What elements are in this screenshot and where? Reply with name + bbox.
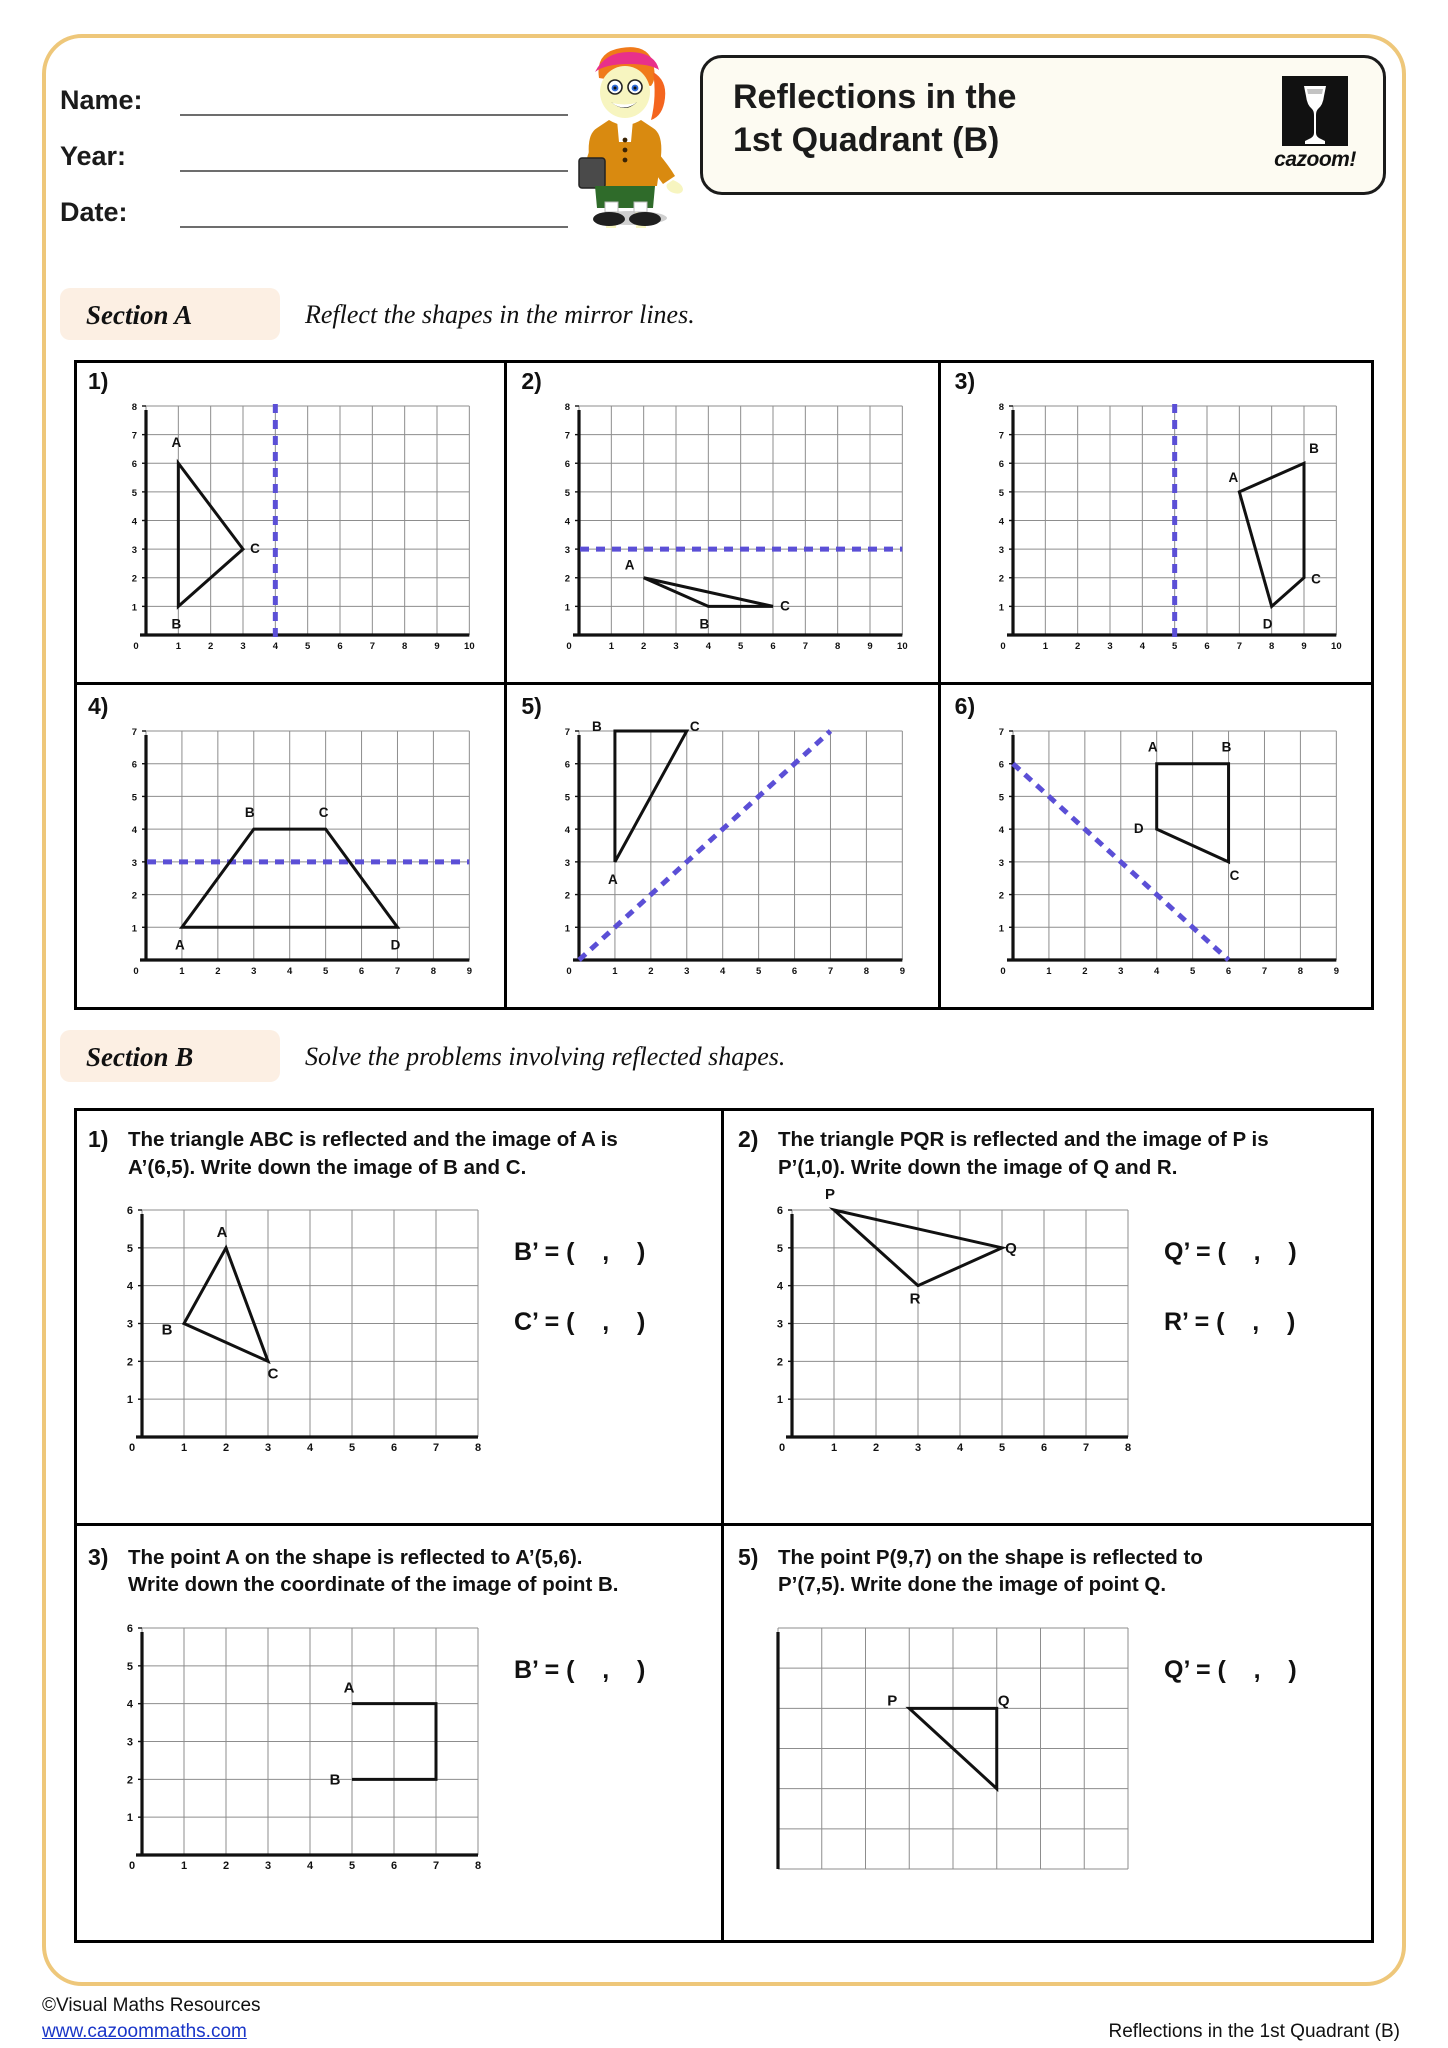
svg-text:4: 4 xyxy=(306,1442,314,1454)
svg-text:6: 6 xyxy=(1040,1442,1048,1454)
svg-text:10: 10 xyxy=(464,640,475,652)
title-line-1: Reflections in the xyxy=(733,78,1017,116)
name-input-line[interactable] xyxy=(180,84,568,116)
question-text-line-1: The point A on the shape is reflected to A’(5,6). xyxy=(128,1545,583,1569)
svg-text:B: B xyxy=(171,616,182,632)
svg-text:3: 3 xyxy=(998,857,1004,869)
question-text-line-1: The triangle ABC is reflected and the image of A is xyxy=(128,1128,618,1151)
svg-text:3: 3 xyxy=(126,1736,133,1748)
section-a-banner xyxy=(60,288,960,340)
svg-text:C: C xyxy=(690,719,700,735)
section-b-instruction: Solve the problems involving reflected shapes. xyxy=(305,1042,786,1071)
svg-text:8: 8 xyxy=(1297,965,1303,977)
svg-text:8: 8 xyxy=(474,1442,482,1454)
svg-text:1: 1 xyxy=(131,602,137,614)
svg-text:A: A xyxy=(343,1679,355,1697)
answer-blank[interactable]: Q’ = ( , ) xyxy=(1164,1655,1297,1684)
svg-text:6: 6 xyxy=(390,1442,398,1454)
svg-text:1: 1 xyxy=(998,923,1004,935)
svg-text:3: 3 xyxy=(998,545,1004,557)
footer-website-link[interactable]: www.cazoommaths.com xyxy=(42,2021,247,2042)
date-input-line[interactable] xyxy=(180,196,568,228)
svg-text:6: 6 xyxy=(998,459,1004,471)
svg-text:7: 7 xyxy=(1261,965,1267,977)
svg-text:3: 3 xyxy=(131,857,137,869)
svg-text:1: 1 xyxy=(1045,965,1052,977)
question-number: 5) xyxy=(738,1543,759,1570)
coordinate-grid[interactable] xyxy=(758,1618,1138,1883)
answer-blank[interactable]: B’ = ( , ) xyxy=(514,1238,646,1266)
svg-text:4: 4 xyxy=(126,1280,133,1293)
cazoom-logo xyxy=(1269,76,1361,181)
svg-text:6: 6 xyxy=(390,1859,398,1872)
svg-text:A: A xyxy=(625,557,635,573)
question-number: 1) xyxy=(88,1126,109,1152)
svg-text:3: 3 xyxy=(684,965,690,977)
svg-text:1: 1 xyxy=(126,1394,133,1407)
svg-text:5: 5 xyxy=(305,640,311,652)
svg-text:8: 8 xyxy=(864,965,870,977)
svg-text:3: 3 xyxy=(240,640,246,652)
coordinate-grid[interactable] xyxy=(116,721,479,986)
svg-text:6: 6 xyxy=(1204,640,1210,652)
svg-text:2: 2 xyxy=(998,573,1004,585)
svg-text:2: 2 xyxy=(776,1356,783,1369)
svg-text:3: 3 xyxy=(264,1442,272,1454)
svg-text:C: C xyxy=(780,598,791,614)
svg-text:8: 8 xyxy=(402,640,408,652)
svg-text:3: 3 xyxy=(126,1318,133,1331)
svg-text:3: 3 xyxy=(673,640,679,652)
svg-text:8: 8 xyxy=(565,402,571,414)
svg-text:6: 6 xyxy=(1225,965,1231,977)
svg-text:3: 3 xyxy=(131,545,137,557)
svg-text:7: 7 xyxy=(394,965,401,977)
svg-text:2: 2 xyxy=(565,573,571,585)
section-a-question-cell xyxy=(507,685,940,1010)
svg-text:B: B xyxy=(329,1770,341,1788)
svg-text:7: 7 xyxy=(565,727,571,739)
question-number: 2) xyxy=(738,1126,759,1152)
svg-text:A: A xyxy=(216,1223,228,1241)
svg-text:6: 6 xyxy=(131,759,137,771)
svg-text:4: 4 xyxy=(131,825,137,837)
svg-text:7: 7 xyxy=(131,727,137,739)
section-a-question-cell xyxy=(74,360,507,685)
svg-text:1: 1 xyxy=(830,1442,838,1454)
section-a-instruction: Reflect the shapes in the mirror lines. xyxy=(305,300,695,329)
coordinate-grid[interactable] xyxy=(108,1200,488,1465)
question-text xyxy=(778,1544,1368,1599)
svg-text:0: 0 xyxy=(128,1442,136,1454)
svg-text:3: 3 xyxy=(914,1442,922,1454)
svg-text:3: 3 xyxy=(565,545,571,557)
svg-text:6: 6 xyxy=(776,1205,783,1217)
svg-text:5: 5 xyxy=(348,1859,356,1872)
svg-text:2: 2 xyxy=(872,1442,880,1454)
svg-text:8: 8 xyxy=(835,640,841,652)
svg-text:B: B xyxy=(1308,441,1319,457)
question-text xyxy=(128,1544,718,1599)
svg-text:3: 3 xyxy=(264,1859,272,1872)
svg-text:4: 4 xyxy=(1153,965,1159,977)
svg-text:0: 0 xyxy=(133,965,139,977)
svg-text:0: 0 xyxy=(778,1442,786,1454)
svg-text:4: 4 xyxy=(720,965,726,977)
cazoom-logo-text: cazoom! xyxy=(1274,148,1356,171)
question-number: 4) xyxy=(88,693,109,719)
section-b-question-cell xyxy=(724,1108,1374,1526)
section-b-label: Section B xyxy=(86,1042,194,1072)
svg-text:0: 0 xyxy=(128,1859,136,1872)
section-a-question-cell xyxy=(941,685,1374,1010)
question-number: 5) xyxy=(521,693,542,719)
svg-text:B: B xyxy=(244,805,255,821)
coordinate-grid[interactable] xyxy=(116,396,479,661)
answer-blank[interactable]: B’ = ( , ) xyxy=(514,1655,646,1684)
svg-text:7: 7 xyxy=(432,1442,440,1454)
svg-text:5: 5 xyxy=(1171,640,1177,652)
svg-text:9: 9 xyxy=(867,640,873,652)
svg-text:4: 4 xyxy=(131,516,137,528)
svg-text:B: B xyxy=(1221,739,1232,755)
svg-text:A: A xyxy=(175,937,185,953)
svg-text:Q: Q xyxy=(1005,1239,1017,1257)
coordinate-grid[interactable] xyxy=(549,396,912,661)
name-field-row xyxy=(60,60,580,116)
svg-text:7: 7 xyxy=(1082,1442,1090,1454)
svg-text:1: 1 xyxy=(179,965,185,977)
svg-text:6: 6 xyxy=(337,640,343,652)
svg-text:C: C xyxy=(250,541,260,557)
svg-text:2: 2 xyxy=(998,890,1004,902)
section-a-question-cell xyxy=(941,360,1374,685)
svg-text:C: C xyxy=(318,805,329,821)
name-label: Name: xyxy=(60,85,143,115)
coordinate-grid[interactable] xyxy=(983,396,1346,661)
svg-text:1: 1 xyxy=(175,640,181,652)
svg-text:3: 3 xyxy=(1107,640,1113,652)
svg-text:2: 2 xyxy=(208,640,214,652)
svg-text:B: B xyxy=(699,616,710,632)
svg-text:A: A xyxy=(608,871,619,887)
question-number: 3) xyxy=(954,368,976,394)
svg-text:A: A xyxy=(1147,739,1158,755)
svg-text:5: 5 xyxy=(738,640,744,652)
svg-text:8: 8 xyxy=(1124,1442,1132,1454)
svg-text:9: 9 xyxy=(434,640,440,652)
svg-text:4: 4 xyxy=(565,825,571,837)
coordinate-grid[interactable] xyxy=(549,721,912,986)
svg-text:7: 7 xyxy=(828,965,834,977)
svg-text:4: 4 xyxy=(126,1698,133,1711)
svg-text:3: 3 xyxy=(565,857,571,869)
svg-text:5: 5 xyxy=(126,1242,133,1255)
svg-text:6: 6 xyxy=(565,459,571,471)
svg-text:2: 2 xyxy=(126,1356,133,1369)
svg-text:6: 6 xyxy=(565,759,571,771)
svg-text:0: 0 xyxy=(133,640,139,652)
svg-text:6: 6 xyxy=(358,965,365,977)
year-field-row xyxy=(60,116,580,172)
svg-text:9: 9 xyxy=(1301,640,1307,652)
answer-blank[interactable]: C’ = ( , ) xyxy=(514,1308,646,1336)
section-a-label: Section A xyxy=(86,300,193,330)
page-title xyxy=(733,76,1203,161)
svg-text:1: 1 xyxy=(998,602,1004,614)
question-text-line-2: P’(7,5). Write done the image of point Q. xyxy=(778,1573,1167,1597)
worksheet-title-box xyxy=(700,55,1386,195)
svg-text:1: 1 xyxy=(180,1442,188,1454)
svg-text:7: 7 xyxy=(1236,640,1242,652)
svg-text:3: 3 xyxy=(776,1318,783,1331)
footer-worksheet-name: Reflections in the 1st Quadrant (B) xyxy=(1108,2021,1400,2042)
svg-text:1: 1 xyxy=(609,640,615,652)
svg-text:5: 5 xyxy=(565,792,571,804)
svg-text:0: 0 xyxy=(566,965,572,977)
svg-text:6: 6 xyxy=(126,1205,133,1217)
svg-text:C: C xyxy=(1229,867,1240,883)
svg-text:B: B xyxy=(161,1321,173,1339)
svg-text:5: 5 xyxy=(131,487,137,499)
svg-text:8: 8 xyxy=(998,402,1004,414)
cazoom-logo-icon xyxy=(1282,76,1348,146)
answer-blank[interactable]: R’ = ( , ) xyxy=(1164,1308,1296,1336)
svg-text:7: 7 xyxy=(432,1859,440,1872)
svg-text:Q: Q xyxy=(997,1691,1010,1709)
svg-text:2: 2 xyxy=(641,640,647,652)
svg-text:R: R xyxy=(909,1290,921,1308)
svg-text:1: 1 xyxy=(776,1394,783,1407)
question-text-line-2: A’(6,5). Write down the image of B and C. xyxy=(128,1155,527,1179)
svg-text:3: 3 xyxy=(251,965,257,977)
svg-text:1: 1 xyxy=(1042,640,1048,652)
svg-text:1: 1 xyxy=(180,1859,188,1872)
svg-text:A: A xyxy=(171,435,182,451)
svg-text:8: 8 xyxy=(430,965,437,977)
question-text-line-2: Write down the coordinate of the image of point B. xyxy=(128,1573,619,1597)
svg-text:6: 6 xyxy=(131,459,137,471)
svg-text:9: 9 xyxy=(466,965,472,977)
svg-text:4: 4 xyxy=(287,965,293,977)
footer-copyright: ©Visual Maths Resources xyxy=(42,1995,261,2016)
svg-text:2: 2 xyxy=(565,890,571,902)
svg-text:9: 9 xyxy=(1333,965,1339,977)
svg-text:A: A xyxy=(1228,469,1238,485)
svg-text:9: 9 xyxy=(900,965,906,977)
svg-text:D: D xyxy=(390,937,401,953)
svg-text:7: 7 xyxy=(565,430,571,442)
section-a-question-cell xyxy=(507,360,940,685)
svg-text:6: 6 xyxy=(998,759,1004,771)
section-b-question-cell xyxy=(74,1108,724,1526)
title-line-2: 1st Quadrant (B) xyxy=(733,120,1000,159)
date-field-row xyxy=(60,172,580,228)
svg-text:7: 7 xyxy=(998,727,1004,739)
svg-text:8: 8 xyxy=(1268,640,1274,652)
svg-text:10: 10 xyxy=(1330,640,1342,652)
svg-text:5: 5 xyxy=(565,487,571,499)
svg-text:0: 0 xyxy=(566,640,572,652)
section-a-question-cell xyxy=(74,685,507,1010)
svg-text:7: 7 xyxy=(998,430,1004,442)
svg-text:7: 7 xyxy=(131,430,137,442)
coordinate-grid[interactable] xyxy=(108,1618,488,1883)
answer-blank[interactable]: Q’ = ( , ) xyxy=(1164,1238,1297,1266)
section-b-question-cell xyxy=(74,1526,724,1944)
coordinate-grid[interactable] xyxy=(983,721,1346,986)
svg-text:4: 4 xyxy=(956,1442,964,1454)
svg-text:1: 1 xyxy=(612,965,618,977)
svg-text:8: 8 xyxy=(474,1859,482,1872)
year-input-line[interactable] xyxy=(180,140,568,172)
svg-text:1: 1 xyxy=(126,1811,133,1824)
year-label: Year: xyxy=(60,141,127,171)
student-mascot-illustration xyxy=(565,42,685,227)
question-number: 6) xyxy=(954,693,976,719)
svg-text:2: 2 xyxy=(222,1859,230,1872)
svg-text:6: 6 xyxy=(770,640,776,652)
question-text xyxy=(778,1126,1368,1181)
svg-text:4: 4 xyxy=(272,640,278,652)
svg-text:2: 2 xyxy=(1081,965,1088,977)
question-text-line-1: The triangle PQR is reflected and the image of P is xyxy=(778,1128,1269,1151)
svg-text:4: 4 xyxy=(706,640,712,652)
svg-text:4: 4 xyxy=(1139,640,1145,652)
question-text xyxy=(128,1126,718,1181)
svg-text:7: 7 xyxy=(369,640,375,652)
svg-text:5: 5 xyxy=(126,1660,133,1673)
svg-text:4: 4 xyxy=(565,516,571,528)
svg-text:4: 4 xyxy=(998,516,1004,528)
svg-text:1: 1 xyxy=(565,602,571,614)
date-label: Date: xyxy=(60,197,128,227)
svg-text:1: 1 xyxy=(131,923,137,935)
question-number: 1) xyxy=(88,368,109,394)
svg-text:10: 10 xyxy=(897,640,908,652)
svg-text:P: P xyxy=(887,1691,898,1709)
svg-text:5: 5 xyxy=(348,1442,356,1454)
svg-text:5: 5 xyxy=(776,1242,783,1255)
svg-text:0: 0 xyxy=(1000,965,1006,977)
student-info-block xyxy=(60,60,580,230)
svg-text:5: 5 xyxy=(998,1442,1006,1454)
svg-text:5: 5 xyxy=(131,792,137,804)
svg-text:2: 2 xyxy=(126,1773,133,1786)
svg-text:6: 6 xyxy=(792,965,798,977)
svg-text:5: 5 xyxy=(756,965,762,977)
svg-text:2: 2 xyxy=(1074,640,1080,652)
svg-text:1: 1 xyxy=(565,923,571,935)
question-number: 2) xyxy=(521,368,542,394)
svg-text:5: 5 xyxy=(1189,965,1195,977)
svg-text:6: 6 xyxy=(126,1622,133,1635)
question-text-line-2: P’(1,0). Write down the image of Q and R. xyxy=(778,1155,1178,1179)
svg-text:5: 5 xyxy=(998,792,1004,804)
svg-text:2: 2 xyxy=(215,965,221,977)
svg-text:4: 4 xyxy=(998,825,1004,837)
svg-text:4: 4 xyxy=(306,1859,314,1872)
svg-text:4: 4 xyxy=(776,1280,783,1293)
section-b-banner xyxy=(60,1030,1060,1082)
svg-text:P: P xyxy=(824,1186,836,1203)
svg-text:2: 2 xyxy=(648,965,654,977)
svg-text:D: D xyxy=(1262,616,1273,632)
svg-text:2: 2 xyxy=(131,573,137,585)
svg-text:D: D xyxy=(1133,821,1144,837)
question-text-line-1: The point P(9,7) on the shape is reflected to xyxy=(778,1545,1203,1569)
coordinate-grid[interactable] xyxy=(758,1186,1138,1465)
svg-text:B: B xyxy=(592,719,603,735)
svg-text:C: C xyxy=(1310,571,1321,587)
svg-text:5: 5 xyxy=(322,965,329,977)
svg-text:C: C xyxy=(267,1365,279,1383)
svg-text:2: 2 xyxy=(131,890,137,902)
section-b-question-cell xyxy=(724,1526,1374,1944)
svg-text:8: 8 xyxy=(131,402,137,414)
svg-text:0: 0 xyxy=(1000,640,1006,652)
svg-text:3: 3 xyxy=(1117,965,1124,977)
svg-text:2: 2 xyxy=(222,1442,230,1454)
question-number: 3) xyxy=(88,1543,109,1570)
svg-text:5: 5 xyxy=(998,487,1004,499)
svg-text:7: 7 xyxy=(803,640,809,652)
